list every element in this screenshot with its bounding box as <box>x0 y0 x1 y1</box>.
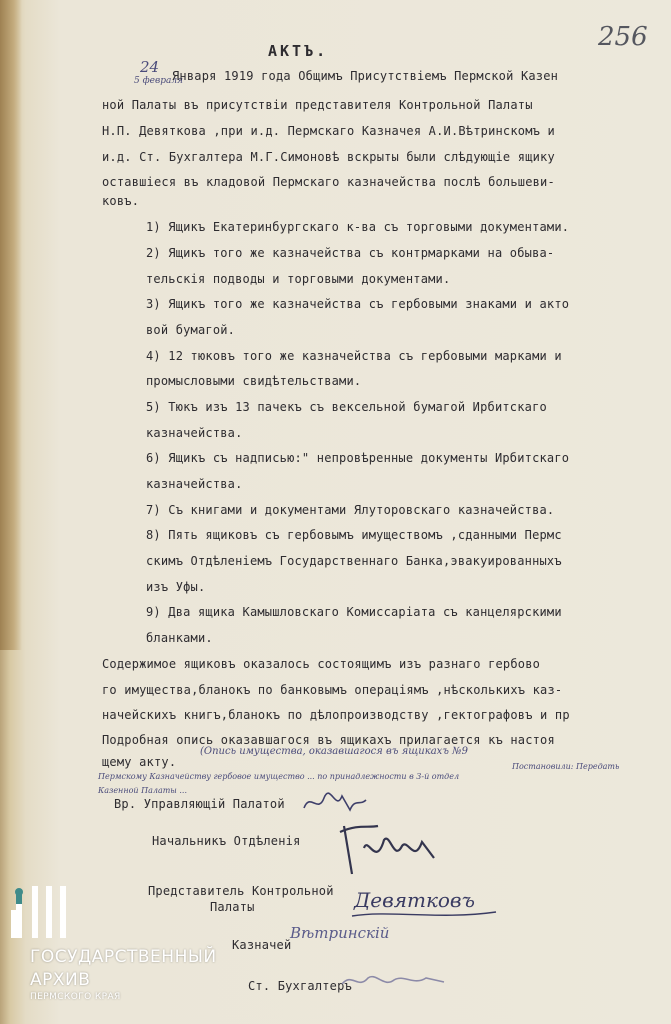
signature-acting-head <box>300 788 370 818</box>
list-item-continuation: скимъ Отдѣленiемъ Государственнаго Банка,эвакуированныхъ <box>146 554 562 568</box>
body-line: Н.П. Девяткова ,при и.д. Пермскаго Казначея А.И.Вѣтринскомъ и <box>102 124 555 138</box>
list-item-continuation: вой бумагой. <box>146 323 236 337</box>
list-item: 2) Ящикъ того же казначейства съ контрмарками на обыва- <box>146 246 555 260</box>
summary-line: щему акту. <box>102 755 177 769</box>
body-line: и.д. Ст. Бухгалтера М.Г.Симоновѣ вскрыты были слѣдующiе ящику <box>102 150 555 164</box>
archive-page-number: 256 <box>598 22 648 52</box>
archive-logo <box>8 880 238 1010</box>
list-item: 5) Тюкъ изъ 13 пачекъ съ вексельной бумагой Ирбитскаго <box>146 400 547 414</box>
body-line: оставшiеся въ кладовой Пермскаго казначейства послѣ большеви- <box>102 175 555 189</box>
list-item-continuation: промысловыми свидѣтельствами. <box>146 374 362 388</box>
body-line: ковъ. <box>102 194 140 208</box>
handwritten-note: Постановили: Передать <box>512 762 620 771</box>
handwritten-date-correction: 5 февраля <box>134 76 184 86</box>
document-title: АКТЪ. <box>268 42 329 60</box>
archive-logo-name-line: АРХИВ <box>30 970 91 990</box>
archive-logo-mark-icon <box>8 880 78 942</box>
signatory-title: Ст. Бухгалтеръ <box>248 979 352 993</box>
body-line: ной Палаты въ присутствiи представителя Контрольной Палаты <box>102 98 533 112</box>
signature-control-representative: Девятковъ <box>354 888 475 912</box>
summary-line: начейскихъ книгъ,бланокъ по дѣлопроизводству ,гектографовъ и пр <box>102 708 570 722</box>
handwritten-date: 24 <box>140 58 160 76</box>
signature-department-head <box>338 818 448 882</box>
list-item-continuation: казначейства. <box>146 426 243 440</box>
list-item: 6) Ящикъ съ надписью:" непровѣренные документы Ирбитскаго <box>146 451 570 465</box>
archive-logo-subtitle: ПЕРМСКОГО КРАЯ <box>30 992 121 1002</box>
signature-treasurer: Вѣтринскiй <box>290 924 390 942</box>
summary-line: Содержимое ящиковъ оказалось состоящимъ изъ разнаго гербово <box>102 657 541 671</box>
signatory-title: Начальникъ Отдѣленiя <box>152 834 301 848</box>
signature-senior-accountant <box>340 968 450 994</box>
signature-underline <box>350 908 500 922</box>
summary-line: Подробная опись оказавшагося въ ящикахъ прилагается къ настоя <box>102 733 555 747</box>
list-item-continuation: казначейства. <box>146 477 243 491</box>
torn-paper-edge <box>0 0 22 650</box>
list-item: 9) Два ящика Камышловскаго Комиссарiата съ канцелярскими <box>146 605 562 619</box>
body-line: Января 1919 года Общимъ Присутствiемъ Пермской Казен <box>172 69 559 83</box>
list-item: 1) Ящикъ Екатеринбургскаго к-ва съ торговыми документами. <box>146 220 570 234</box>
signatory-title: Казначей <box>232 938 292 952</box>
signatory-title: Представитель Контрольной <box>148 884 334 898</box>
list-item-continuation: бланками. <box>146 631 213 645</box>
list-item: 8) Пять ящиковъ съ гербовымъ имуществомъ ,сданными Пермс <box>146 528 562 542</box>
list-item: 4) 12 тюковъ того же казначейства съ гербовыми марками и <box>146 349 562 363</box>
handwritten-note: Казенной Палаты ... <box>98 786 187 795</box>
list-item-continuation: тельскiя подводы и торговыми документами. <box>146 272 451 286</box>
list-item: 7) Съ книгами и документами Ялуторовскаго казначейства. <box>146 503 555 517</box>
handwritten-note: Пермскому Казначейству гербовое имущество ... по принадлежности в 3-й отдел <box>98 772 460 781</box>
archive-logo-name <box>30 946 217 992</box>
handwritten-note: (Опись имущества, оказавшагося въ ящикахъ №9 <box>200 746 468 757</box>
list-item-continuation: изъ Уфы. <box>146 580 206 594</box>
signatory-title: Палаты <box>210 900 255 914</box>
summary-line: го имущества,бланокъ по банковымъ операцiямъ ,нѣсколькихъ каз- <box>102 683 563 697</box>
archive-logo-name-line: ГОСУДАРСТВЕННЫЙ <box>30 947 217 967</box>
signatory-title: Вр. Управляющiй Палатой <box>114 797 285 811</box>
list-item: 3) Ящикъ того же казначейства съ гербовыми знаками и актo <box>146 297 570 311</box>
